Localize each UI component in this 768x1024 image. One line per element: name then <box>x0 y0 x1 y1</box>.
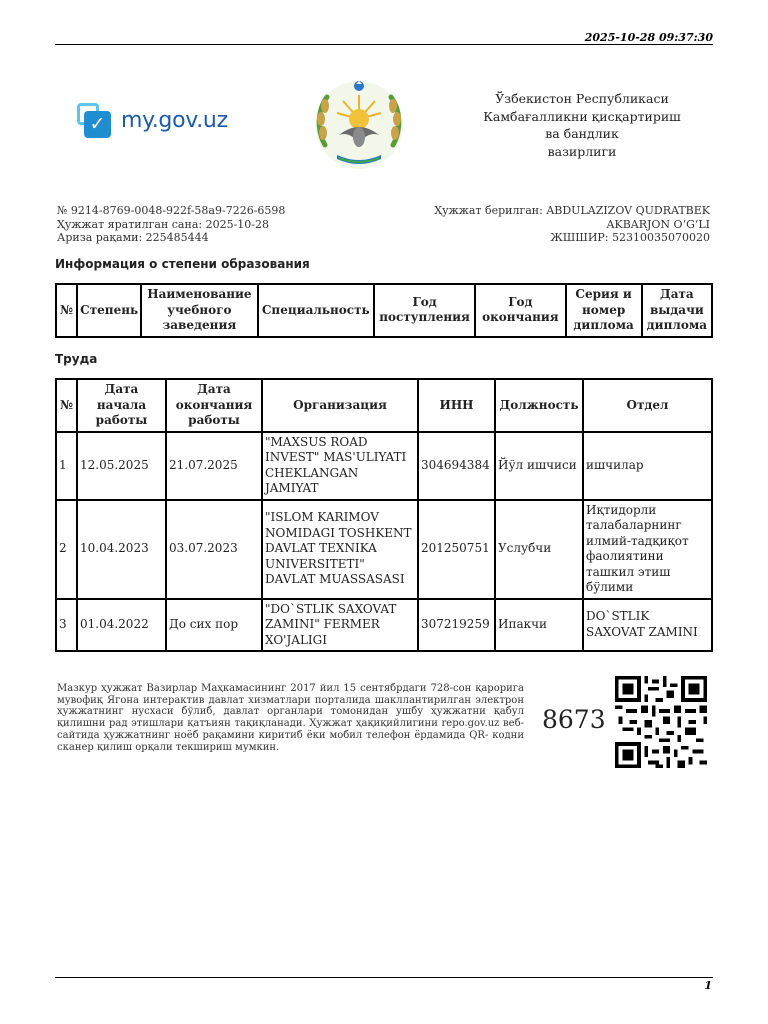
recipient-meta <box>434 204 710 245</box>
education-table <box>55 283 713 338</box>
column-header: Серия и номер диплома <box>566 284 642 337</box>
table-cell: 03.07.2023 <box>166 500 262 599</box>
table-cell: 201250751 <box>418 500 495 599</box>
table-cell: "DO`STLIK SAXOVAT ZAMINI" FERMER XO'JALIGI <box>262 599 418 652</box>
table-row <box>56 500 712 599</box>
column-header: Год поступления <box>374 284 475 337</box>
legal-notice: Мазкур ҳужжат Вазирлар Маҳкамасининг 2017 йил 15 сентябрдаги 728-сон қарорига мувофиқ Ягона интерактив давлат хизматлари порталида шакллантирилган электрон ҳужжатнинг нусхаси бўлиб, давлат органлари томонидан ушбу ҳужжатни қабул қилишни рад этишлари қатъиян тақиқланади. Ҳужжат ҳақиқийлигини repo.gov.uz веб-сайтида ҳужжатнинг ноёб рақамини киритиб ёки мобил телефон ёрдамида QR- кодни сканер қилиш орқали текшириш мумкин. <box>57 683 524 753</box>
table-cell: Йўл ишчиси <box>495 432 583 500</box>
bottom-divider <box>55 977 713 978</box>
table-cell: Ипакчи <box>495 599 583 652</box>
column-header: Дата выдачи диплома <box>642 284 712 337</box>
column-header: № <box>56 284 77 337</box>
table-cell: 304694384 <box>418 432 495 500</box>
table-cell: 01.04.2022 <box>77 599 166 652</box>
ministry-line: Камбағалликни қисқартириш <box>483 108 681 124</box>
recipient-patronymic: AKBARJON O‘G‘LI <box>606 217 710 231</box>
column-header: Год окончания <box>475 284 565 337</box>
checkmark-icon: ✓ <box>77 103 111 137</box>
column-header: Организация <box>262 379 418 432</box>
column-header: Должность <box>495 379 583 432</box>
document-timestamp: 2025-10-28 09:37:30 <box>584 31 713 44</box>
recipient-name: Ҳужжат берилган: ABDULAZIZOV QUDRATBEK <box>434 204 710 217</box>
column-header: Дата окончания работы <box>166 379 262 432</box>
table-cell: 12.05.2025 <box>77 432 166 500</box>
table-row <box>56 599 712 652</box>
page-number: 1 <box>704 979 712 992</box>
application-number: Ариза рақами: 225485444 <box>57 231 209 244</box>
column-header: Отдел <box>583 379 712 432</box>
table-cell: 307219259 <box>418 599 495 652</box>
work-table <box>55 378 713 652</box>
ministry-line: вазирлиги <box>547 143 617 159</box>
state-emblem-icon <box>309 73 409 173</box>
table-cell: 10.04.2023 <box>77 500 166 599</box>
qr-code-icon <box>612 676 710 768</box>
creation-date: Ҳужжат яратилган сана: 2025-10-28 <box>57 217 270 231</box>
column-header: Наименование учебного заведения <box>141 284 257 337</box>
column-header: Специальность <box>258 284 374 337</box>
top-divider <box>55 44 713 45</box>
column-header: ИНН <box>418 379 495 432</box>
table-cell: 3 <box>56 599 77 652</box>
ministry-line: ва бандлик <box>545 126 619 141</box>
table-cell: 21.07.2025 <box>166 432 262 500</box>
table-cell: ишчилар <box>583 432 712 500</box>
table-header-row <box>56 379 712 432</box>
column-header: Степень <box>77 284 141 337</box>
education-section-title: Информация о степени образования <box>55 257 310 271</box>
document-number: № 9214-8769-0048-922f-58a9-7226-6598 <box>57 204 286 217</box>
column-header: Дата начала работы <box>77 379 166 432</box>
logo-text: my.gov.uz <box>121 107 228 133</box>
table-cell: 1 <box>56 432 77 500</box>
table-cell: "ISLOM KARIMOV NOMIDAGI TOSHKENT DAVLAT TEXNIKA UNIVERSITETI" DAVLAT MUASSASASI <box>262 500 418 599</box>
document-meta <box>57 204 285 245</box>
verification-code: 8673 <box>542 705 606 734</box>
table-cell: Иқтидорли талабаларнинг илмий-тадқиқот фаолиятини ташкил этиш бўлими <box>583 500 712 599</box>
table-cell: Услубчи <box>495 500 583 599</box>
table-cell: 2 <box>56 500 77 599</box>
table-header-row <box>56 284 712 337</box>
work-section-title: Труда <box>55 352 98 366</box>
table-row <box>56 432 712 500</box>
table-cell: "MAXSUS ROAD INVEST" MAS'ULIYATI CHEKLANGAN JAMIYAT <box>262 432 418 500</box>
recipient-pinfl: ЖШШИР: 52310035070020 <box>550 231 710 244</box>
table-cell: До сих пор <box>166 599 262 652</box>
column-header: № <box>56 379 77 432</box>
mygov-logo <box>77 103 228 137</box>
ministry-name <box>470 90 694 160</box>
table-cell: DO`STLIK SAXOVAT ZAMINI <box>583 599 712 652</box>
ministry-line: Ўзбекистон Республикаси <box>495 91 669 106</box>
